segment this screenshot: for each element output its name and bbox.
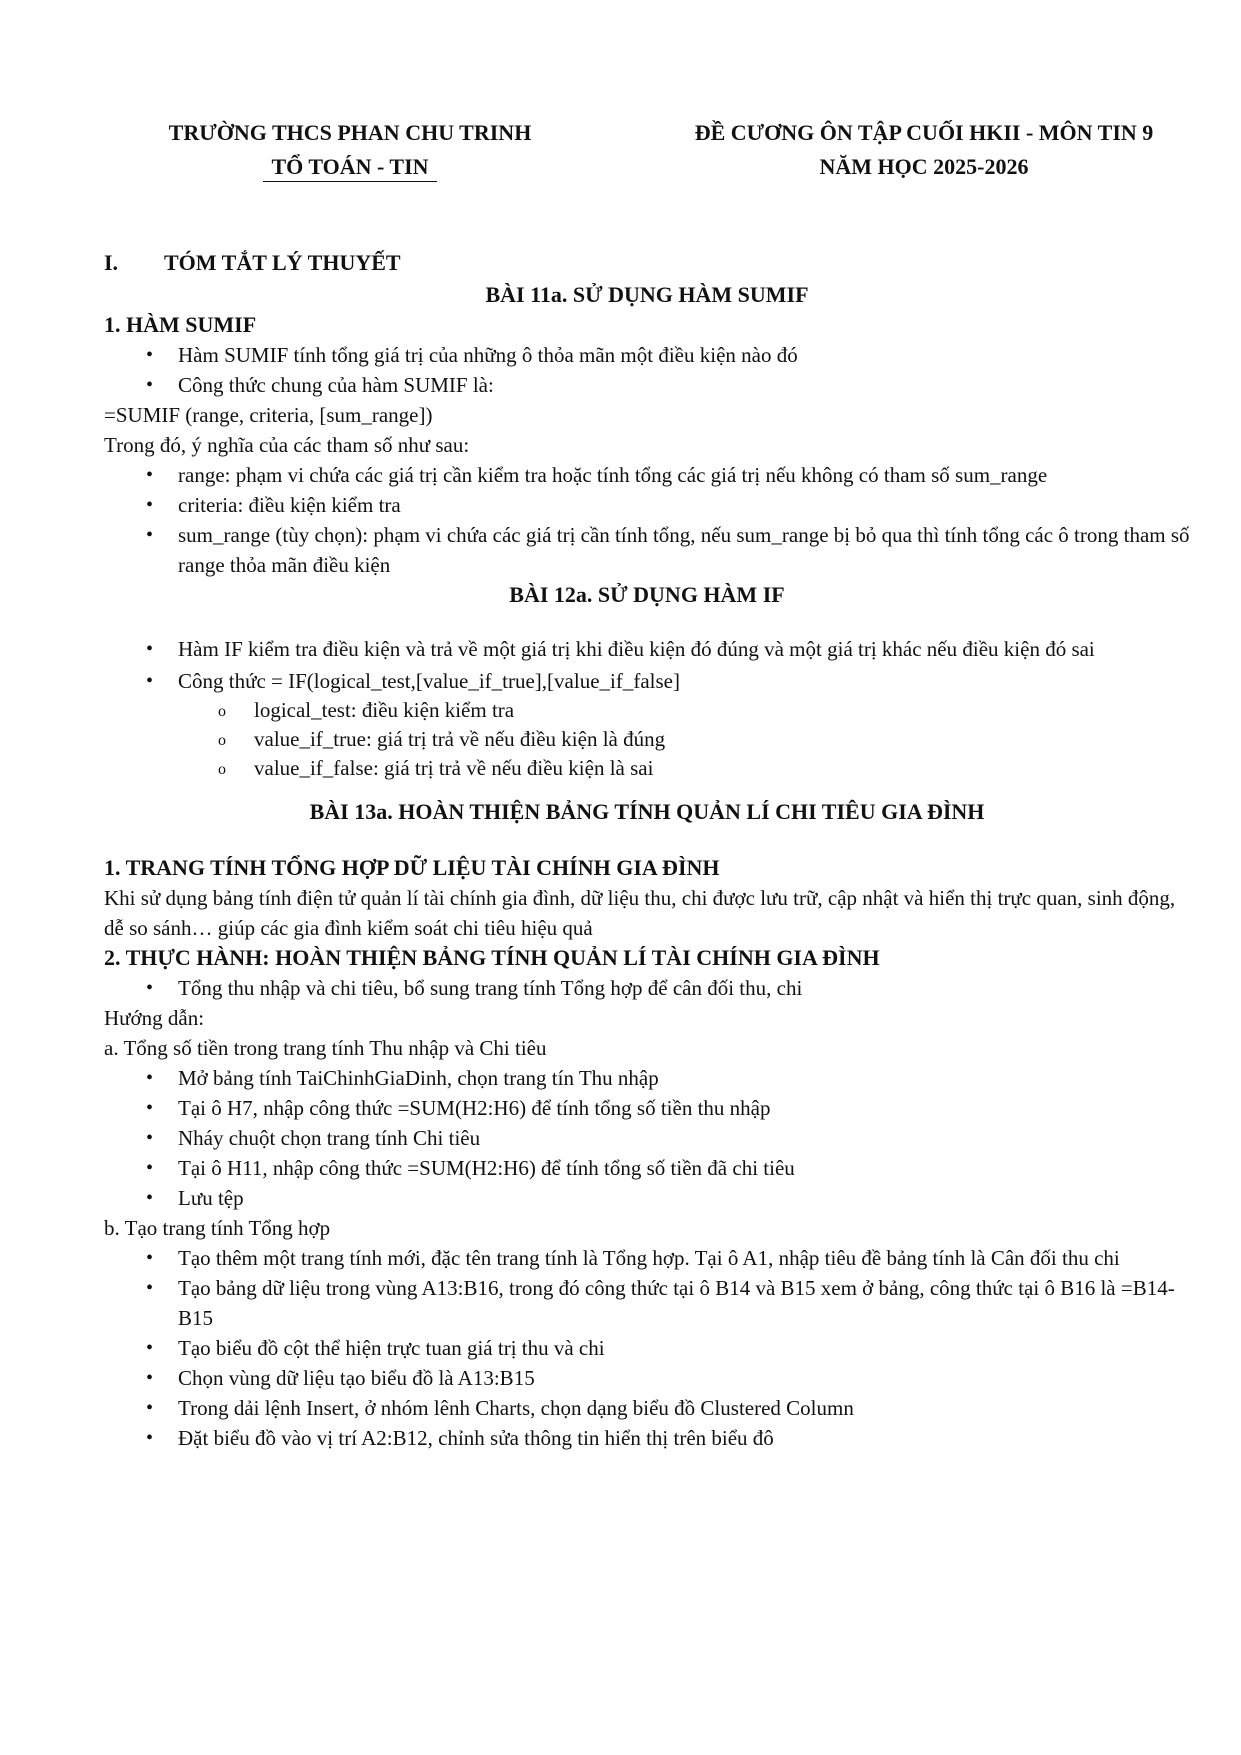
lesson-11-title: BÀI 11a. SỬ DỤNG HÀM SUMIF <box>485 282 809 307</box>
sub-list-item: o value_if_true: giá trị trả về nếu điều kiện là đúng <box>104 725 1190 754</box>
department-name: TỔ TOÁN - TIN <box>263 153 436 182</box>
if-params <box>104 696 1190 783</box>
document-title: ĐỀ CƯƠNG ÔN TẬP CUỐI HKII - MÔN TIN 9 <box>694 120 1154 145</box>
list-item: • Lưu tệp <box>104 1183 1190 1213</box>
sub-list-item: o logical_test: điều kiện kiểm tra <box>104 696 1190 725</box>
list-item: • Hàm IF kiểm tra điều kiện và trả về một giá trị khi điều kiện đó đúng và một giá trị khác nếu điều kiện đó sai <box>104 636 1190 662</box>
sumif-formula: =SUMIF (range, criteria, [sum_range]) <box>104 403 433 427</box>
lesson-13-heading-2: 2. THỰC HÀNH: HOÀN THIỆN BẢNG TÍNH QUẢN LÍ TÀI CHÍNH GIA ĐÌNH <box>104 945 880 970</box>
list-item: • Tạo thêm một trang tính mới, đặc tên trang tính là Tổng hợp. Tại ô A1, nhập tiêu đề bảng tính là Cân đối thu chi <box>104 1243 1190 1273</box>
list-item: • range: phạm vi chứa các giá trị cần kiểm tra hoặc tính tổng các giá trị nếu không có tham số sum_range <box>104 460 1190 490</box>
lesson-13-heading-1: 1. TRANG TÍNH TỔNG HỢP DỮ LIỆU TÀI CHÍNH GIA ĐÌNH <box>104 855 720 880</box>
list-item: • Công thức = IF(logical_test,[value_if_true],[value_if_false] <box>104 666 1190 696</box>
part-b-steps <box>104 1243 1190 1453</box>
lesson-12-bullets <box>104 636 1190 696</box>
guide-label: Hướng dẫn: <box>104 1006 205 1030</box>
list-item: • Tổng thu nhập và chi tiêu, bổ sung trang tính Tổng hợp để cân đối thu, chi <box>104 973 1190 1003</box>
header-title <box>654 116 1194 184</box>
part-a-title: a. Tổng số tiền trong trang tính Thu nhập và Chi tiêu <box>104 1036 547 1060</box>
document-body <box>104 248 1190 1453</box>
list-item: • Tại ô H11, nhập công thức =SUM(H2:H6) để tính tổng số tiền đã chi tiêu <box>104 1153 1190 1183</box>
lesson-13-task <box>104 973 1190 1003</box>
school-year: NĂM HỌC 2025-2026 <box>819 154 1029 179</box>
sumif-params <box>104 460 1190 580</box>
lesson-12-title: BÀI 12a. SỬ DỤNG HÀM IF <box>509 582 785 607</box>
section-heading <box>104 248 1190 280</box>
part-b-title: b. Tạo trang tính Tổng hợp <box>104 1216 331 1240</box>
header-school <box>140 116 560 184</box>
params-intro: Trong đó, ý nghĩa của các tham số như sau: <box>104 433 470 457</box>
lesson-13-title: BÀI 13a. HOÀN THIỆN BẢNG TÍNH QUẢN LÍ CHI TIÊU GIA ĐÌNH <box>309 799 985 824</box>
list-item: • Trong dải lệnh Insert, ở nhóm lênh Charts, chọn dạng biểu đồ Clustered Column <box>104 1393 1190 1423</box>
list-item: • criteria: điều kiện kiểm tra <box>104 490 1190 520</box>
sub-list-item: o value_if_false: giá trị trả về nếu điều kiện là sai <box>104 754 1190 783</box>
list-item: • sum_range (tùy chọn): phạm vi chứa các giá trị cần tính tổng, nếu sum_range bị bỏ qua thì tính tổng các ô trong tham số range thỏa mãn điều kiện <box>104 520 1190 580</box>
list-item: • Công thức chung của hàm SUMIF là: <box>104 370 1190 400</box>
list-item: • Chọn vùng dữ liệu tạo biểu đồ là A13:B15 <box>104 1363 1190 1393</box>
lesson-11-subtitle: 1. HÀM SUMIF <box>104 312 257 337</box>
lesson-13-paragraph: Khi sử dụng bảng tính điện tử quản lí tài chính gia đình, dữ liệu thu, chi được lưu trữ, cập nhật và hiển thị trực quan, sinh động, dễ so sánh… giúp các gia đình kiểm soát chi tiêu hiệu quả <box>104 886 1176 940</box>
list-item: • Nháy chuột chọn trang tính Chi tiêu <box>104 1123 1190 1153</box>
part-a-steps <box>104 1063 1190 1213</box>
list-item: • Mở bảng tính TaiChinhGiaDinh, chọn trang tín Thu nhập <box>104 1063 1190 1093</box>
lesson-11-bullets <box>104 340 1190 400</box>
school-name: TRƯỜNG THCS PHAN CHU TRINH <box>168 120 532 145</box>
section-title: TÓM TẮT LÝ THUYẾT <box>164 250 401 275</box>
list-item: • Tạo bảng dữ liệu trong vùng A13:B16, trong đó công thức tại ô B14 và B15 xem ở bảng, công thức tại ô B16 là =B14-B15 <box>104 1273 1190 1333</box>
list-item: • Hàm SUMIF tính tổng giá trị của những ô thỏa mãn một điều kiện nào đó <box>104 340 1190 370</box>
list-item: • Tại ô H7, nhập công thức =SUM(H2:H6) để tính tổng số tiền thu nhập <box>104 1093 1190 1123</box>
list-item: • Tạo biểu đồ cột thể hiện trực tuan giá trị thu và chi <box>104 1333 1190 1363</box>
section-number: I. <box>104 250 119 275</box>
list-item: • Đặt biểu đồ vào vị trí A2:B12, chỉnh sửa thông tin hiển thị trên biểu đô <box>104 1423 1190 1453</box>
